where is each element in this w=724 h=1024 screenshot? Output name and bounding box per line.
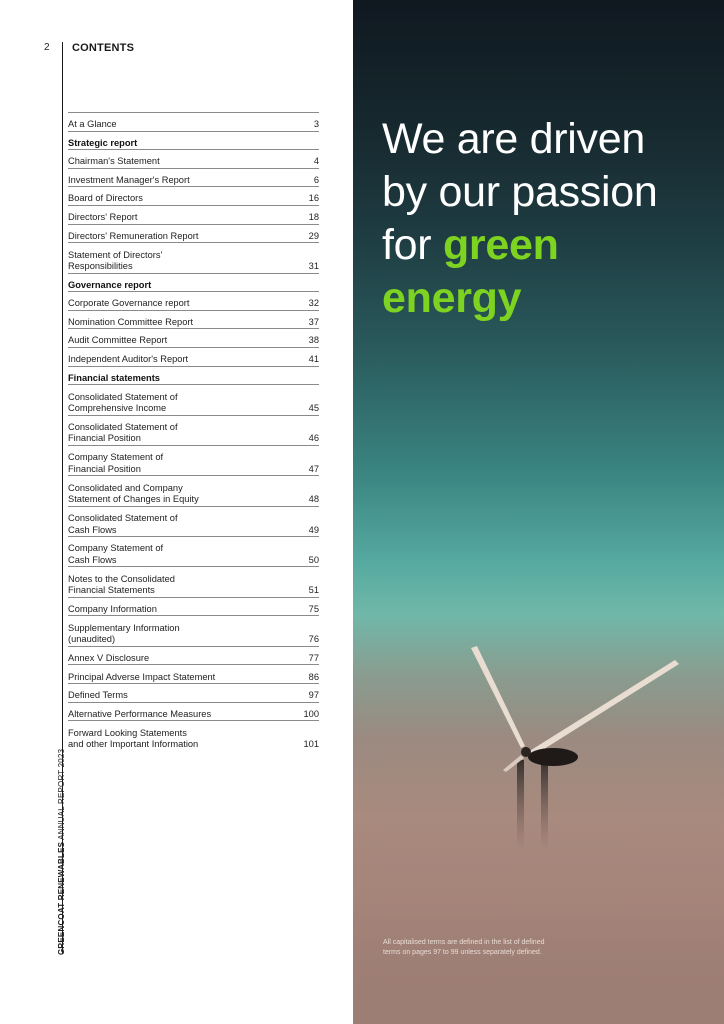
toc-entry-title: Consolidated Statement of Cash Flows xyxy=(68,513,178,535)
toc-entry-title: Annex V Disclosure xyxy=(68,652,150,663)
toc-entry[interactable] xyxy=(68,149,319,168)
toc-entry-title: Consolidated and Company Statement of Changes in Equity xyxy=(68,482,199,505)
toc-entry-page: 49 xyxy=(308,524,319,535)
toc-entry-page: 77 xyxy=(308,652,319,663)
toc-entry[interactable] xyxy=(68,186,319,205)
toc-entry-page: 46 xyxy=(308,433,319,444)
toc-entry-title: Supplementary Information (unaudited) xyxy=(68,622,180,645)
headline-line-3 xyxy=(382,219,657,272)
page-number: 2 xyxy=(44,42,50,53)
toc-entry[interactable] xyxy=(68,445,319,475)
toc-entry[interactable] xyxy=(68,205,319,224)
spine-brand: GREENCOAT RENEWABLES xyxy=(57,841,66,955)
toc-entry-title: Audit Committee Report xyxy=(68,335,168,346)
table-of-contents xyxy=(68,112,319,751)
toc-entry-title: Defined Terms xyxy=(68,690,128,701)
toc-entry[interactable] xyxy=(68,702,319,721)
headline-highlight-energy: energy xyxy=(382,274,522,322)
toc-entry[interactable] xyxy=(68,536,319,566)
headline-line-3-prefix: for xyxy=(382,221,443,269)
toc-entry[interactable] xyxy=(68,720,319,750)
headline-highlight-green: green xyxy=(442,221,559,269)
toc-entry[interactable] xyxy=(68,646,319,665)
page-title: CONTENTS xyxy=(72,42,135,54)
toc-entry-page: 38 xyxy=(308,335,319,346)
toc-entry-page: 4 xyxy=(313,156,319,167)
spine-report: ANNUAL REPORT 2023 xyxy=(57,748,66,840)
toc-entry-page: 75 xyxy=(308,603,319,614)
toc-entry-page: 37 xyxy=(308,316,319,327)
toc-entry[interactable] xyxy=(68,242,319,272)
toc-entry-title: Company Information xyxy=(68,603,157,614)
toc-entry-page: 32 xyxy=(308,298,319,309)
toc-entry-page: 86 xyxy=(308,671,319,682)
spine-label xyxy=(57,749,66,955)
toc-entry-page: 101 xyxy=(303,739,319,750)
toc-entry-title: Investment Manager's Report xyxy=(68,174,190,185)
toc-entry-page: 3 xyxy=(313,119,319,130)
toc-entry-page: 48 xyxy=(308,494,319,505)
toc-entry[interactable] xyxy=(68,224,319,243)
toc-entry-title: Forward Looking Statements and other Important Information xyxy=(68,727,199,750)
toc-entry-title: Principal Adverse Impact Statement xyxy=(68,671,216,682)
toc-entry-page: 100 xyxy=(303,708,319,719)
toc-entry-page: 76 xyxy=(308,634,319,645)
toc-entry-page: 97 xyxy=(308,690,319,701)
toc-entry[interactable] xyxy=(68,310,319,329)
toc-entry-title: Chairman's Statement xyxy=(68,156,160,167)
toc-entry-page: 45 xyxy=(308,403,319,413)
toc-entry-page: 50 xyxy=(308,554,319,565)
toc-entry-title: Directors' Remuneration Report xyxy=(68,230,199,241)
toc-entry[interactable] xyxy=(68,328,319,347)
toc-entry[interactable] xyxy=(68,168,319,187)
headline-line-1: We are driven xyxy=(382,115,645,163)
toc-entry-page: 29 xyxy=(308,230,319,241)
toc-entry[interactable] xyxy=(68,112,319,131)
toc-entry[interactable] xyxy=(68,683,319,702)
toc-entry-page: 16 xyxy=(308,193,319,204)
toc-entry-title: Notes to the Consolidated Financial Statements xyxy=(68,573,175,596)
toc-entry-title: Company Statement of Cash Flows xyxy=(68,543,164,565)
toc-entry[interactable] xyxy=(68,291,319,310)
toc-section-heading: Governance report xyxy=(68,273,319,292)
toc-entry[interactable] xyxy=(68,475,319,505)
toc-entry-title: Corporate Governance report xyxy=(68,298,190,309)
toc-entry-title: Alternative Performance Measures xyxy=(68,708,212,719)
toc-entry-page: 51 xyxy=(308,585,319,596)
toc-section-heading: Financial statements xyxy=(68,366,319,385)
toc-entry[interactable] xyxy=(68,566,319,596)
footnote: All capitalised terms are defined in the list of defined terms on pages 97 to 99 unless separately defined. xyxy=(383,939,545,956)
toc-entry[interactable] xyxy=(68,597,319,616)
toc-entry-title: Consolidated Statement of Comprehensive Income xyxy=(68,391,178,413)
toc-entry-page: 31 xyxy=(308,261,319,272)
toc-entry-page: 6 xyxy=(313,174,319,185)
toc-entry-title: Company Statement of Financial Position xyxy=(68,452,164,474)
toc-entry[interactable] xyxy=(68,506,319,536)
toc-entry-title: Independent Auditor's Report xyxy=(68,354,189,365)
toc-entry-title: Statement of Directors' Responsibilities xyxy=(68,249,163,272)
toc-entry[interactable] xyxy=(68,615,319,645)
toc-entry-title: At a Glance xyxy=(68,119,117,130)
toc-entry[interactable] xyxy=(68,384,319,414)
toc-entry-title: Consolidated Statement of Financial Position xyxy=(68,421,178,444)
toc-entry-title: Nomination Committee Report xyxy=(68,316,194,327)
toc-entry-title: Directors' Report xyxy=(68,212,138,223)
toc-entry[interactable] xyxy=(68,664,319,683)
toc-entry[interactable] xyxy=(68,415,319,445)
toc-entry[interactable] xyxy=(68,347,319,366)
toc-entry-page: 47 xyxy=(308,463,319,474)
headline xyxy=(382,113,657,325)
headline-line-2: by our passion xyxy=(382,168,658,216)
toc-section-heading: Strategic report xyxy=(68,131,319,150)
toc-entry-page: 41 xyxy=(308,354,319,365)
toc-entry-page: 18 xyxy=(308,212,319,223)
toc-entry-title: Board of Directors xyxy=(68,193,143,204)
